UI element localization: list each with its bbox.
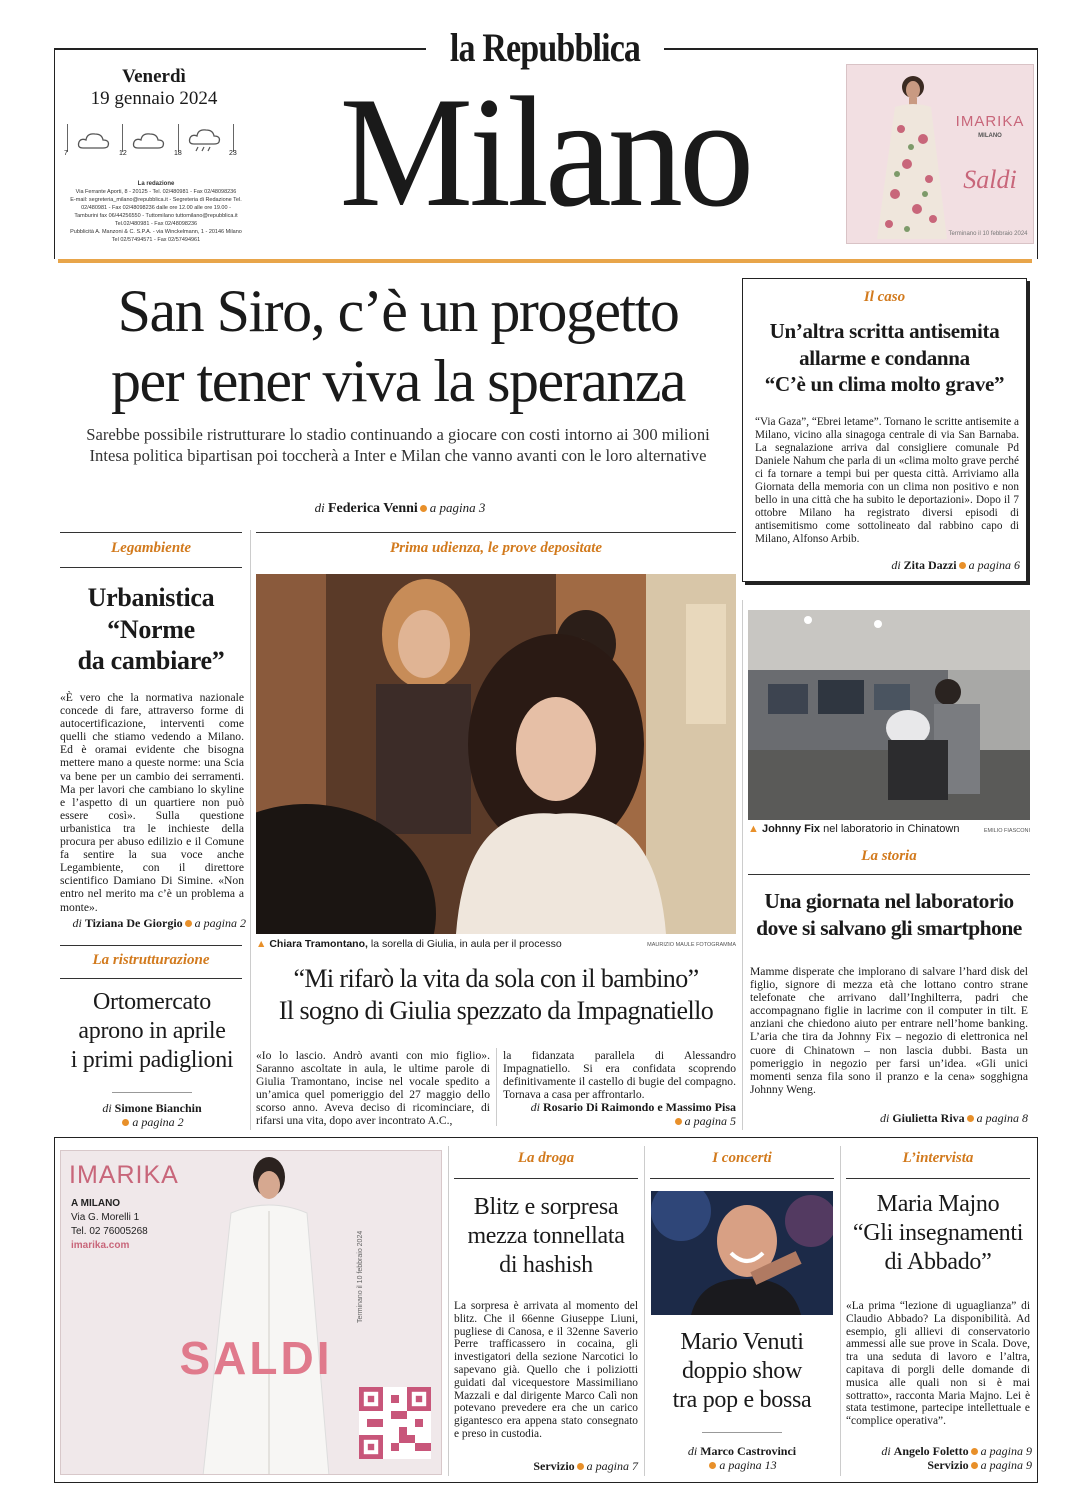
byline-prefix: di — [314, 500, 325, 515]
headline-line: tra pop e bossa — [672, 1387, 812, 1413]
lead-headline-line: San Siro, c’è un progetto — [117, 278, 679, 344]
headline-line: doppio show — [681, 1358, 803, 1384]
redazione-line: Tamburini fax 06/44256550 - Tuttomilano tuttomilano@repubblica.it — [74, 213, 238, 219]
legambiente-body: «È vero che la normativa nazionale concede di fare, attraverso forme di autocertificazione, interventi come quelli che stiamo vedendo a Milano. Ed è oramai evidente che bisogna mettere mano a queste norme: una Scia va bene per un cambio dei serramenti. Ma per lavori che cambiano lo skyline e l’aspetto di un quartiere non può essere così». Sulla questione urbanistica tra le inchieste della procura per abuso edilizio e il Comune fa sentire la sua voce anche Legambiente, con il direttore scientifico Damiano Di Simine. «Non entro nel merito ma c’è un problema a monte». — [60, 691, 244, 914]
trial-photo — [256, 574, 736, 934]
storia-byline[interactable]: di Giulietta Riva a pagina 8 — [879, 1111, 1028, 1125]
headline-line: Ortomercato — [93, 989, 211, 1015]
redazione-box — [56, 180, 256, 244]
storia-headline[interactable] — [742, 888, 1036, 942]
weather-hour: 23 — [229, 150, 237, 157]
weather-hour: 18 — [174, 150, 182, 157]
ad-note: Terminano il 10 febbraio 2024 — [948, 231, 1028, 237]
caso-byline: di Zita Dazzi a pagina 6 — [891, 558, 1020, 572]
ad-saldi: SALDI — [179, 1332, 333, 1384]
udienza-headline[interactable] — [252, 963, 740, 1027]
ad-brand: IMARIKA — [955, 113, 1025, 130]
intervista-headline[interactable] — [840, 1190, 1036, 1277]
redazione-line: Via Ferrante Aporti, 8 - 20125 - Tel. 02/480981 - Fax 02/48098236 — [75, 189, 237, 195]
weather-hour: 12 — [119, 150, 127, 157]
cloud-icon — [132, 130, 166, 150]
droga-headline[interactable] — [450, 1193, 642, 1280]
headline-line: “Norme — [107, 614, 195, 644]
ortomercato-kicker: La ristrutturazione — [92, 952, 210, 968]
bottom-advertisement[interactable] — [60, 1150, 442, 1475]
caso-headline-line: “C’è un clima molto grave” — [764, 372, 1005, 396]
udienza-byline[interactable]: di Rosario Di Raimondo e Massimo Pisa a pagina 5 — [530, 1100, 736, 1128]
redazione-line: Tel 02/57494571 - Fax 02/57494961 — [111, 237, 201, 243]
lead-headline-line: per tener viva la speranza — [111, 348, 685, 414]
redazione-line: 02/480981 - Fax 02/48098236 dalle ore 12.00 alle ore 19.00 - — [81, 205, 231, 211]
headline-line: “Mi rifarò la vita da sola con il bambino” — [293, 964, 699, 993]
lead-byline[interactable] — [200, 500, 600, 517]
issue-day: Venerdì — [122, 66, 186, 87]
ad-address: A MILANO Via G. Morelli 1 Tel. 02 76005268 imarika.com — [71, 1198, 148, 1251]
headline-line: Blitz e sorpresa — [473, 1194, 619, 1220]
model-illustration — [867, 69, 957, 244]
lead-subheadline — [58, 424, 738, 466]
headline-line: i primi padiglioni — [70, 1047, 234, 1073]
cloud-icon — [77, 130, 111, 150]
caso-headline-line: Un’altra scritta antisemita — [769, 319, 1000, 343]
concerti-kicker: I concerti — [712, 1150, 772, 1166]
redazione-line: Pubblicità A. Manzoni & C. S.P.A. - via Winckelmann, 1 - 20146 Milano — [70, 229, 242, 235]
lead-sub-line: Sarebbe possibile ristrutturare lo stadio continuando a giocare con costi intorno ai 300 milioni — [86, 425, 710, 444]
udienza-body-col1: «Io lo lascio. Andrò avanti con mio figlio». Saranno ascoltate in aula, le ultime parole di Giulia Tramontano, incise nel vocale spedito a un’amica quel pomeriggio del 27 maggio dello scorso anno. Aveva deciso di ricominciare, di rifarsi una vita, dopo aver incontrato A.C., — [256, 1049, 490, 1128]
concerti-headline[interactable] — [646, 1328, 838, 1415]
rain-cloud-icon — [188, 128, 222, 154]
byline-author: Federica Venni — [327, 501, 418, 516]
udienza-body-col2: la fidanzata parallela di Alessandro Impagnatiello. Si era confidata scoprendo definitivamente il castello di bugie del compagno. Tornava a casa per affrontarlo. — [503, 1049, 736, 1102]
singer-photo — [651, 1191, 833, 1315]
lab-photo-credit: EMILIO FIASCONI — [983, 828, 1030, 834]
caso-headline-line: allarme e condanna — [799, 345, 970, 370]
headline-line: “Gli insegnamenti — [852, 1220, 1024, 1246]
trial-photo-credit: MAURIZIO MAULE FOTOGRAMMA — [647, 942, 736, 948]
storia-body: Mamme disperate che implorano di salvare l’hard disk del figlio, signore di mezza età che lottano contro strane telefonate che arrivano dall’Inghilterra, padri che accompagnano figlie in lacrime con il computer in tilt. E anziani che chiedono aiuto per entrare nell’home banking. L’aria che tira da Johnny Fix – negozio di elettronica nel cuore di Chinatown – non lascia dubbi. Basta un pomeriggio in negozio per farsi un’idea. «Gli unici momenti senza fila sono il pranzo e la cena» sogghigna Johnny Weng. — [750, 965, 1028, 1096]
ad-brand: IMARIKA — [69, 1161, 179, 1189]
weather-hour: 7 — [64, 150, 68, 157]
headline-line: Urbanistica — [87, 583, 215, 612]
caso-body: “Via Gaza”, “Ebrei letame”. Tornano le scritte antisemite a Milano, vicino alla sinagoga centrale di via San Barnaba. La segnalazione arriva dal consigliere comunale Pd Daniele Nahum che parla di un «clima molto grave perché ci fa tornare a tempi bui per questa città. Arriviamo alla Giornata della memoria con un clima non positivo e non bello in una città che ha subito le deportazioni». Dopo il 7 ottobre Milano ha registrato diversi episodi di antisemitismo come sottolineato dal rabbino capo di Milano, Alfonso Arbib. — [755, 415, 1019, 545]
redazione-line: Tel.02/480981 - Fax 02/48098236 — [114, 221, 198, 227]
lead-headline[interactable] — [58, 276, 738, 416]
ortomercato-byline[interactable]: di Simone Bianchin a pagina 2 — [102, 1101, 202, 1129]
qr-code-icon — [359, 1387, 431, 1459]
headline-line: di Abbado” — [884, 1249, 992, 1275]
droga-byline[interactable]: Servizio a pagina 7 — [533, 1459, 638, 1473]
redazione-title: La redazione — [137, 181, 175, 187]
ad-saldi: Saldi — [963, 165, 1017, 194]
intervista-kicker: L’intervista — [902, 1150, 974, 1166]
headline-line: Il sogno di Giulia spezzato da Impagnatiello — [278, 996, 714, 1025]
top-advertisement[interactable] — [846, 64, 1034, 244]
model-illustration — [191, 1151, 341, 1475]
lab-photo — [748, 610, 1030, 820]
lab-photo-caption: ▲ Johnny Fix nel laboratorio in Chinatown — [748, 823, 960, 835]
ad-sub: MILANO — [978, 133, 1002, 139]
headline-line: aprono in aprile — [78, 1018, 226, 1044]
ad-note: Terminano il 10 febbraio 2024 — [357, 1230, 364, 1323]
issue-date: 19 gennaio 2024 — [90, 88, 218, 109]
legambiente-headline[interactable] — [58, 582, 244, 677]
udienza-kicker: Prima udienza, le prove depositate — [389, 540, 603, 556]
headline-line: mezza tonnellata — [467, 1223, 625, 1249]
byline-page: a pagina 3 — [429, 500, 486, 515]
legambiente-byline[interactable]: di Tiziana De Giorgio a pagina 2 — [72, 916, 246, 930]
concerti-byline[interactable]: di Marco Castrovinci a pagina 13 — [687, 1444, 797, 1472]
headline-line: dove si salvano gli smartphone — [756, 916, 1022, 940]
caso-box[interactable] — [742, 278, 1027, 582]
lead-sub-line: Intesa politica bipartisan poi toccherà a Inter e Milan che vanno avanti con le loro alternative — [89, 446, 707, 465]
weather-strip — [64, 124, 244, 162]
caso-headline — [743, 318, 1026, 398]
headline-line: Una giornata nel laboratorio — [764, 889, 1014, 913]
headline-line: da cambiare” — [77, 646, 225, 675]
headline-line: Mario Venuti — [680, 1329, 804, 1355]
redazione-line: E-mail: segreteria_milano@repubblica.it - Segreteria di Redazione Tel. — [70, 197, 242, 203]
intervista-body: «La prima “lezione di uguaglianza” di Claudio Abbado? La disponibilità. Ad esempio, gli allievi di conservatorio ammessi alle sue prove in Scala. Dove, tra una seduta di lavoro e l’altra, capitava di porgli delle domande di musica alle quali non si è mai sottratto», racconta Maria Majno. Lei è stata testimone, partecipe intellettuale e “complice operativa”. — [846, 1300, 1030, 1428]
droga-kicker: La droga — [517, 1150, 575, 1166]
trial-photo-caption: ▲ Chiara Tramontano, la sorella di Giulia, in aula per il processo — [256, 938, 562, 950]
legambiente-kicker: Legambiente — [111, 540, 191, 556]
city-title: Milano — [339, 65, 751, 240]
ortomercato-headline[interactable] — [56, 988, 248, 1075]
headline-line: Maria Majno — [876, 1191, 1000, 1217]
storia-kicker: La storia — [861, 848, 917, 864]
droga-body: La sorpresa è arrivata al momento del blitz. Che il 66enne Giuseppe Liuni, pugliese di Canosa, e il 32enne Saverio Perre trafficassero in cocaina, gli investigatori della sezione Narcotici lo sapevano già. Quello che i poliziotti guidati dal vicequestore Massimiliano Mazzali e dal dirigente Marco Calì non potevano prevedere era che un carico gigantesco era appena stato consegnato e preso in custodia. — [454, 1300, 638, 1440]
paper-name: la Repubblica — [449, 25, 641, 70]
intervista-byline[interactable]: di Angelo Foletto a pagina 9 Servizio a pagina 9 — [881, 1444, 1032, 1472]
headline-line: di hashish — [499, 1252, 593, 1278]
caso-kicker: Il caso — [863, 289, 906, 305]
